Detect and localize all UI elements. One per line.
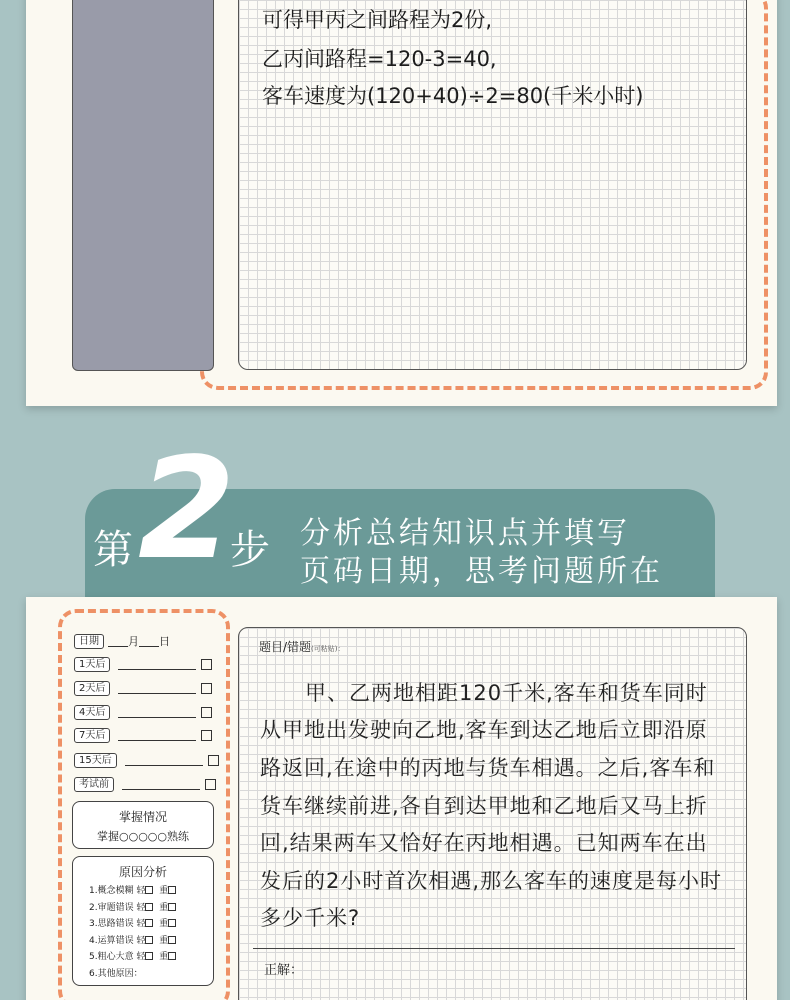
reason-analysis-box — [72, 856, 214, 986]
review-checkbox[interactable] — [201, 730, 212, 741]
review-row-blank[interactable] — [118, 706, 196, 718]
light-label: 轻 — [136, 919, 146, 929]
question-label — [259, 638, 345, 655]
reason-title: 原因分析 — [118, 865, 167, 879]
light-label: 轻 — [136, 886, 146, 896]
step-description-line-2: 页码日期，思考问题所在 — [300, 554, 663, 589]
solution-line-3: 客车速度为(120+40)÷2=80(千米小时) — [262, 84, 644, 108]
light-label: 轻 — [136, 952, 146, 962]
review-row-label: 7天后 — [74, 728, 110, 743]
review-row-blank[interactable] — [118, 682, 196, 694]
day-blank[interactable] — [139, 635, 159, 647]
solution-line-2: 乙丙间路程=120-3=40, — [262, 47, 497, 71]
answer-divider — [253, 948, 735, 949]
review-row-blank[interactable] — [118, 729, 196, 741]
heavy-checkbox[interactable] — [168, 886, 176, 894]
step-prefix: 第 — [93, 527, 133, 573]
question-line: 货车继续前进,各自到达甲地和乙地后又马上折 — [260, 794, 708, 818]
question-line: 回,结果两车又恰好在丙地相遇。已知两车在出 — [260, 831, 708, 855]
reason-item — [89, 883, 213, 900]
heavy-label: 重 — [159, 886, 169, 896]
review-row — [74, 704, 212, 720]
review-row-blank[interactable] — [125, 754, 203, 766]
mastery-scale — [73, 828, 213, 844]
month-blank[interactable] — [108, 635, 128, 647]
heavy-checkbox[interactable] — [168, 936, 176, 944]
heavy-checkbox[interactable] — [168, 919, 176, 927]
reason-item-label: 1.概念模糊 — [89, 886, 134, 896]
reason-item-label: 3.思路错误 — [89, 919, 134, 929]
top-gray-sidebar — [72, 0, 214, 371]
mastery-rating-circles[interactable]: ○○○○○ — [119, 830, 167, 843]
reason-item — [89, 916, 213, 933]
heavy-checkbox[interactable] — [168, 903, 176, 911]
heavy-label: 重 — [159, 935, 169, 946]
review-row — [74, 656, 212, 672]
review-row — [74, 752, 219, 768]
date-label: 日期 — [74, 634, 104, 649]
light-checkbox[interactable] — [145, 903, 153, 911]
light-checkbox[interactable] — [145, 919, 153, 927]
light-label: 轻 — [136, 902, 146, 913]
reason-item — [89, 949, 213, 966]
reason-other: 6.其他原因： — [89, 968, 143, 979]
reason-item — [89, 900, 213, 917]
day-label: 日 — [159, 635, 170, 648]
question-line: 发后的2小时首次相遇,那么客车的速度是每小时 — [260, 869, 723, 893]
question-line: 从甲地出发驶向乙地,客车到达乙地后立即沿原 — [260, 718, 708, 742]
review-row-blank[interactable] — [122, 778, 200, 790]
heavy-checkbox[interactable] — [168, 952, 176, 960]
review-row — [74, 680, 212, 696]
question-line: 甲、乙两地相距120千米,客车和货车同时 — [305, 681, 708, 705]
review-row — [74, 776, 216, 792]
question-label-hint: (可粘贴)： — [311, 645, 345, 653]
answer-label: 正解： — [264, 963, 304, 978]
review-checkbox[interactable] — [201, 707, 212, 718]
light-checkbox[interactable] — [145, 886, 153, 894]
heavy-label: 重 — [159, 919, 169, 929]
heavy-label: 重 — [159, 902, 169, 913]
step-description-line-1: 分析总结知识点并填写 — [300, 516, 630, 551]
review-checkbox[interactable] — [201, 659, 212, 670]
question-label-text: 题目/错题 — [259, 640, 312, 654]
mastery-left-label: 掌握 — [97, 830, 119, 843]
review-row-label: 2天后 — [74, 681, 110, 696]
date-row — [74, 633, 170, 649]
review-row-label: 4天后 — [74, 705, 110, 720]
review-row-label: 考试前 — [74, 777, 114, 792]
mastery-right-label: 熟练 — [167, 830, 189, 843]
light-checkbox[interactable] — [145, 952, 153, 960]
solution-line-1: 可得甲丙之间路程为2份, — [262, 8, 493, 32]
step-suffix: 步 — [230, 527, 270, 573]
review-row-label: 1天后 — [74, 657, 110, 672]
heavy-label: 重 — [159, 952, 169, 962]
reason-item-label: 4.运算错误 — [89, 935, 134, 946]
review-row-label: 15天后 — [74, 753, 117, 768]
light-label: 轻 — [136, 935, 146, 946]
reason-item-label: 2.审题错误 — [89, 902, 134, 913]
reason-item-label: 5.粗心大意 — [89, 952, 134, 962]
month-label: 月 — [128, 635, 139, 648]
review-row — [74, 727, 212, 743]
review-checkbox[interactable] — [208, 755, 219, 766]
light-checkbox[interactable] — [145, 936, 153, 944]
review-checkbox[interactable] — [201, 683, 212, 694]
mastery-box — [72, 801, 214, 849]
review-checkbox[interactable] — [205, 779, 216, 790]
mastery-title: 掌握情况 — [118, 810, 167, 824]
review-row-blank[interactable] — [118, 658, 196, 670]
reason-item — [89, 933, 213, 950]
question-line: 路返回,在途中的丙地与货车相遇。之后,客车和 — [260, 756, 716, 780]
question-line: 多少千米? — [260, 906, 361, 930]
step-number: 2 — [138, 428, 236, 591]
